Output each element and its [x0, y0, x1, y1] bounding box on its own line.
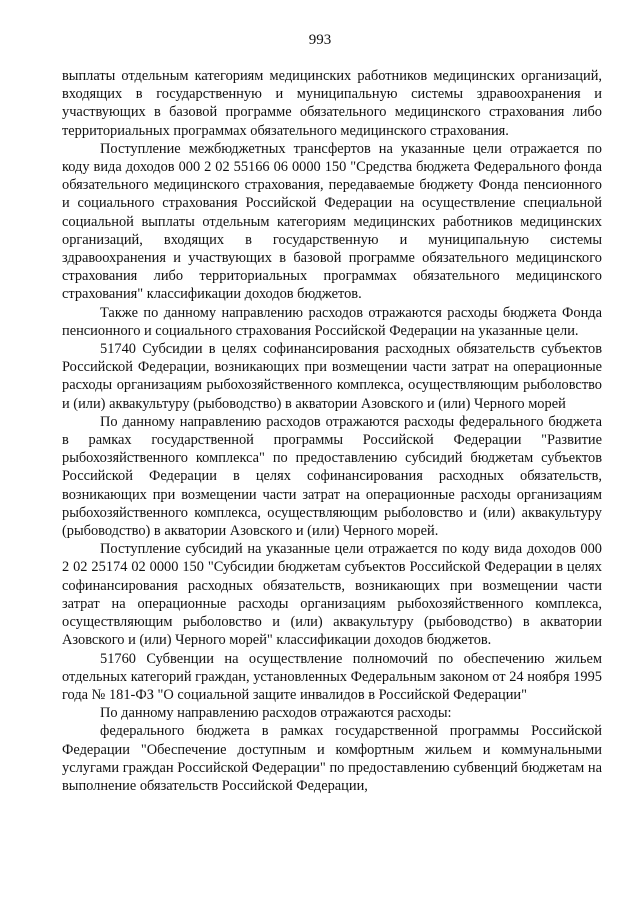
paragraph-5: По данному направлению расходов отражаются расходы федерального бюджета в рамках государственной программы Российской Федерации "Развитие рыбохозяйственного комплекса" по предоставлению субсидий бюджетам субъектов Российской Федерации в целях софинансирования расходных обязательств, возникающих при возмещении части затрат на операционные расходы организациям рыбохозяйственного комплекса, осуществляющим рыболовство и (или) аквакультуру (рыбоводство) в акватории Азовского и (или) Черного морей.	[62, 413, 602, 540]
paragraph-2: Поступление межбюджетных трансфертов на указанные цели отражается по коду вида доходов 000 2 02 55166 06 0000 150 "Средства бюджета Федерального фонда обязательного медицинского страхования, передаваемые бюджету Фонда пенсионного и социального страхования Российской Федерации на осуществление специальной социальной выплаты отдельным категориям медицинских работников медицинских организаций, входящих в государственную и муниципальную системы здравоохранения и участвующих в базовой программе обязательного медицинского страхования либо территориальных программах обязательного медицинского страхования" классификации доходов бюджетов.	[62, 140, 602, 303]
paragraph-8: По данному направлению расходов отражаются расходы:	[100, 705, 452, 722]
document-body	[62, 67, 602, 795]
paragraph-6: Поступление субсидий на указанные цели отражается по коду вида доходов 000 2 02 25174 02 0000 150 "Субсидии бюджетам субъектов Российской Федерации в целях софинансирования расходных обязательств, возникающих при возмещении части затрат на операционные расходы организациям рыбохозяйственного комплекса, осуществляющим рыболовство и (или) аквакультуру (рыбоводство) в акватории Азовского и (или) Черного морей" классификации доходов бюджетов.	[62, 541, 602, 649]
paragraph-1: выплаты отдельным категориям медицинских работников медицинских организаций, входящих в государственную и муниципальную системы здравоохранения и участвующих в базовой программе обязательного медицинского страхования либо территориальных программах обязательного медицинского страхования.	[62, 68, 602, 139]
paragraph-4: 51740 Субсидии в целях софинансирования расходных обязательств субъектов Российской Федерации, возникающих при возмещении части затрат на операционные расходы организациям рыбохозяйственного комплекса, осуществляющим рыболовство и (или) аквакультуру (рыбоводство) в акватории Азовского и (или) Черного морей	[62, 341, 602, 412]
page-number: 993	[308, 32, 332, 48]
paragraph-7: 51760 Субвенции на осуществление полномочий по обеспечению жильем отдельных категорий граждан, установленных Федеральным законом от 24 ноября 1995 года № 181-ФЗ "О социальной защите инвалидов в Российской Федерации"	[62, 650, 602, 703]
paragraph-9: федерального бюджета в рамках государственной программы Российской Федерации "Обеспечение доступным и комфортным жильем и коммунальными услугами граждан Российской Федерации" по предоставлению субвенций бюджетам на выполнение обязательств Российской Федерации,	[62, 723, 602, 794]
paragraph-3: Также по данному направлению расходов отражаются расходы бюджета Фонда пенсионного и социального страхования Российской Федерации на указанные цели.	[62, 304, 602, 339]
